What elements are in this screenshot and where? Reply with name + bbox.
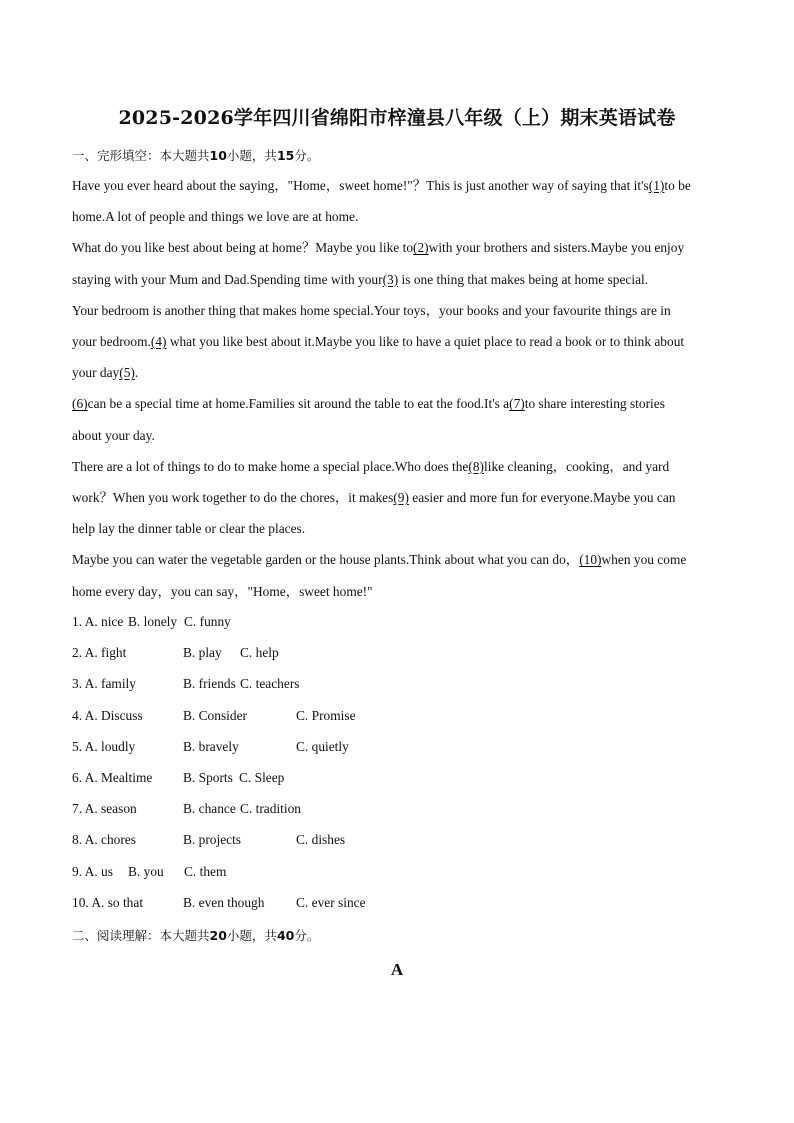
passage-text: to be xyxy=(664,178,691,193)
option-b: B. Consider xyxy=(183,707,247,723)
option-c: C. them xyxy=(184,863,227,879)
option-c: C. funny xyxy=(184,614,231,629)
option-b: B. Sports xyxy=(183,769,233,785)
passage-text: can be a special time at home.Families sit around the table to eat the food.It's a xyxy=(87,396,510,412)
option-c: C. teachers xyxy=(240,676,300,692)
option-c: C. help xyxy=(240,645,279,661)
passage-text: What do you like best about being at home？Maybe you like to xyxy=(72,240,414,256)
section-1-heading: 一、完形填空：本大题共10小题，共15分。 xyxy=(72,148,320,163)
passage-text: Maybe you can water the vegetable garden or the house plants.Think about what you can do， xyxy=(72,552,580,568)
passage-line xyxy=(72,295,722,326)
passage-line xyxy=(72,576,722,607)
option-a: 3. A. family xyxy=(72,676,136,692)
section-2-heading: 二、阅读理解：本大题共20小题，共40分。 xyxy=(72,928,320,943)
passage-text: home.A lot of people and things we love are at home. xyxy=(72,209,359,225)
blank-number: (10) xyxy=(579,552,602,568)
option-a: 7. A. season xyxy=(72,801,137,817)
passage-line xyxy=(72,264,722,295)
passage-line xyxy=(72,388,722,419)
blank-number: (6) xyxy=(72,396,88,412)
passage-text: your bedroom. xyxy=(72,334,151,350)
option-b: B. play xyxy=(183,645,222,661)
option-a: 4. A. Discuss xyxy=(72,707,143,723)
blank-number: (4) xyxy=(150,334,167,350)
option-row xyxy=(72,793,722,824)
passage-text: is one thing that makes being at home special. xyxy=(398,271,649,287)
passage-text: There are a lot of things to do to make home a special place.Who does the xyxy=(72,458,469,474)
passage-text: what you like best about it.Maybe you like to have a quiet place to read a book or to think about xyxy=(166,334,685,350)
passage-line xyxy=(72,544,722,575)
option-row xyxy=(72,824,722,855)
option-c: C. tradition xyxy=(240,801,301,817)
passage-line xyxy=(72,482,722,513)
option-c: C. ever since xyxy=(296,894,366,910)
exam-title: 2025-2026学年四川省绵阳市梓潼县八年级（上）期末英语试卷 xyxy=(118,107,676,129)
blank-number: (3) xyxy=(382,271,399,287)
passage-text: about your day. xyxy=(72,427,155,443)
passage-text: help lay the dinner table or clear the places. xyxy=(72,521,306,537)
option-c: C. Promise xyxy=(296,707,356,723)
passage-text: when you come xyxy=(601,552,687,568)
passage-text: easier and more fun for everyone.Maybe you can xyxy=(408,490,676,506)
passage-text: to share interesting stories xyxy=(524,396,665,412)
option-a: 2. A. fight xyxy=(72,645,127,661)
option-row xyxy=(72,637,722,668)
option-row xyxy=(72,668,722,699)
passage-line xyxy=(72,232,722,263)
blank-number: (8) xyxy=(468,458,484,474)
option-a: 5. A. loudly xyxy=(72,738,136,754)
passage-text: staying with your Mum and Dad.Spending time with your xyxy=(72,271,383,287)
option-a: 8. A. chores xyxy=(72,832,136,848)
blank-number: (1) xyxy=(648,178,665,193)
passage-text: work？When you work together to do the chores，it makes xyxy=(72,490,394,506)
passage-text: your day xyxy=(72,365,120,381)
passage-text: home every day，you can say，"Home，sweet home!" xyxy=(72,583,373,599)
option-b: B. you xyxy=(128,863,164,879)
option-b: B. bravely xyxy=(183,738,239,754)
option-a: 1. A. nice xyxy=(72,614,124,629)
option-b: B. friends xyxy=(183,676,236,692)
blank-number: (2) xyxy=(413,240,429,256)
answer-options xyxy=(72,606,722,918)
option-row xyxy=(72,700,722,731)
option-row xyxy=(72,856,722,887)
option-row xyxy=(72,762,722,793)
option-row xyxy=(72,606,722,637)
option-b: B. even though xyxy=(183,894,265,910)
option-c: C. dishes xyxy=(296,832,346,848)
blank-number: (5) xyxy=(119,365,135,381)
passage-a-label: A xyxy=(390,960,404,979)
option-b: B. projects xyxy=(183,832,242,848)
passage-text: . xyxy=(134,365,139,381)
option-row xyxy=(72,731,722,762)
passage-line xyxy=(72,201,722,232)
option-a: 6. A. Mealtime xyxy=(72,769,153,785)
option-c: C. quietly xyxy=(296,738,349,754)
passage-line xyxy=(72,326,722,357)
passage-line xyxy=(72,357,722,388)
blank-number: (9) xyxy=(393,490,409,506)
passage-text: with your brothers and sisters.Maybe you enjoy xyxy=(428,240,685,256)
passage-text: Your bedroom is another thing that makes home special.Your toys，your books and your favourite things are in xyxy=(72,302,671,318)
option-b: B. chance xyxy=(183,801,236,817)
option-b: B. lonely xyxy=(128,614,178,629)
option-row xyxy=(72,887,722,918)
passage-line xyxy=(72,170,722,201)
option-c: C. Sleep xyxy=(239,769,285,785)
passage-line xyxy=(72,513,722,544)
option-a: 9. A. us xyxy=(72,863,113,879)
cloze-passage xyxy=(72,170,722,607)
option-a: 10. A. so that xyxy=(72,894,144,910)
passage-text: like cleaning，cooking，and yard xyxy=(484,458,670,474)
passage-text: Have you ever heard about the saying，"Home，sweet home!"？This is just another way of saying that it's xyxy=(72,178,649,193)
blank-number: (7) xyxy=(509,396,525,412)
passage-line xyxy=(72,451,722,482)
passage-line xyxy=(72,420,722,451)
